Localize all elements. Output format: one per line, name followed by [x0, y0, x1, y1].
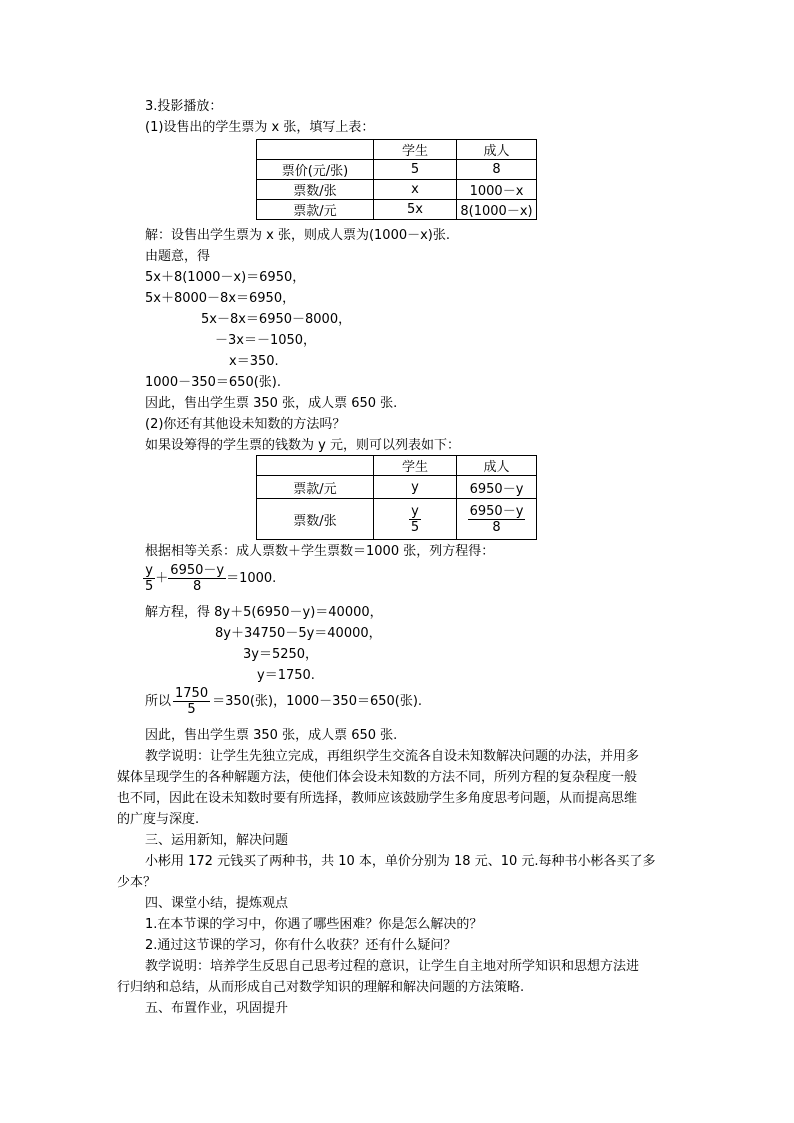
- solution-line: 解：设售出学生票为 x 张，则成人票为(1000－x)张.: [145, 228, 451, 243]
- so-rest: ＝350(张)，1000－350＝650(张).: [212, 694, 423, 709]
- fraction-numerator: y: [143, 563, 155, 579]
- table-header-row: [257, 456, 537, 476]
- fraction-denominator: 5: [410, 519, 420, 535]
- table-row: [257, 476, 537, 499]
- table-header-row: [257, 140, 537, 160]
- fraction: [468, 504, 526, 535]
- summary-question: 2.通过这节课的学习，你有什么收获？还有什么疑问？: [145, 938, 457, 953]
- equation-line: 8y＋34750－5y＝40000，: [215, 626, 382, 641]
- teaching-note-line: 也不同，因此在设未知数时要有所选择，教师应该鼓励学生多角度思考问题，从而提高思维: [117, 791, 638, 806]
- teaching-note-line: 行归纳和总结，从而形成自己对数学知识的理解和解决问题的方法策略.: [117, 980, 525, 995]
- equation-line: 5x－8x＝6950－8000，: [201, 312, 352, 327]
- table-cell: 5: [374, 160, 457, 180]
- teaching-note-line: 的广度与深度.: [117, 812, 200, 827]
- table-cell: 票数/张: [257, 180, 374, 200]
- fraction: [143, 563, 155, 594]
- problem-line: 少本？: [117, 875, 157, 890]
- table-cell: 8: [457, 160, 537, 180]
- teaching-note-line: 媒体呈现学生的各种解题方法，使他们体会设未知数的方法不同，所列方程的复杂程度一般: [117, 770, 638, 785]
- table-cell: 票款/元: [257, 476, 374, 499]
- section-title: 3.投影播放：: [145, 99, 223, 114]
- question-1: (1)设售出的学生票为 x 张，填写上表：: [145, 120, 375, 135]
- table-cell: [374, 499, 457, 540]
- summary-question: 1.在本节课的学习中，你遇了哪些困难？你是怎么解决的？: [145, 917, 483, 932]
- so-prefix: 所以: [145, 694, 172, 709]
- table-cell: 票价(元/张): [257, 160, 374, 180]
- question-2-intro: 如果设筹得的学生票的钱数为 y 元，则可以列表如下：: [145, 438, 460, 453]
- conclusion-line: 因此，售出学生票 350 张，成人票 650 张.: [145, 396, 398, 411]
- table-cell: 8(1000－x): [457, 200, 537, 220]
- equation-line: x＝350.: [229, 354, 279, 369]
- equation-line: 3y＝5250，: [243, 647, 319, 662]
- ticket-table-2: [256, 455, 537, 540]
- equation-line: 1000－350＝650(张).: [145, 375, 281, 390]
- equation-line: 5x＋8(1000－x)＝6950，: [145, 270, 306, 285]
- table-cell: x: [374, 180, 457, 200]
- fraction-denominator: 8: [492, 519, 501, 535]
- teaching-note-line: 教学说明：培养学生反思自己思考过程的意识，让学生自主地对所学知识和思想方法进: [145, 959, 640, 974]
- table-cell: y: [374, 476, 457, 499]
- table-cell: 6950－y: [457, 476, 537, 499]
- table-cell: [257, 140, 374, 160]
- equation-line: －3x＝－1050，: [215, 333, 317, 348]
- fraction-numerator: 1750: [175, 686, 209, 701]
- table-cell: [257, 456, 374, 476]
- equation-rhs: ＝1000.: [226, 571, 277, 586]
- section-heading: 四、课堂小结，提炼观点: [145, 896, 289, 911]
- section-heading: 三、运用新知，解决问题: [145, 833, 289, 848]
- fraction-numerator: y: [409, 504, 421, 520]
- fraction-denominator: 5: [145, 579, 154, 594]
- table-row: [257, 160, 537, 180]
- conclusion-line: 因此，售出学生票 350 张，成人票 650 张.: [145, 728, 398, 743]
- ticket-table-1: [256, 139, 537, 220]
- table-row: [257, 499, 537, 540]
- fraction-numerator: 6950－y: [170, 563, 225, 578]
- problem-line: 小彬用 172 元钱买了两种书，共 10 本，单价分别为 18 元、10 元.每种书小彬各买了多: [145, 854, 656, 869]
- table-cell: 成人: [457, 140, 537, 160]
- plus-sign: ＋: [155, 571, 169, 586]
- equation-line: 5x＋8000－8x＝6950，: [145, 291, 296, 306]
- question-2: (2)你还有其他设未知数的方法吗？: [145, 417, 346, 432]
- fraction-equation: [143, 563, 276, 594]
- equation-line: y＝1750.: [257, 668, 315, 683]
- table-cell: 1000－x: [457, 180, 537, 200]
- table-cell: 票款/元: [257, 200, 374, 220]
- solution-line: 由题意，得: [145, 249, 211, 264]
- table-cell: 学生: [374, 140, 457, 160]
- fraction-denominator: 5: [187, 702, 196, 717]
- solution-line: 解方程，得 8y＋5(6950－y)＝40000，: [145, 605, 383, 620]
- table-row: [257, 200, 537, 220]
- fraction: [168, 563, 226, 594]
- fraction-denominator: 8: [193, 579, 202, 594]
- table-cell: 学生: [374, 456, 457, 476]
- fraction: [409, 504, 421, 535]
- table-cell: 成人: [457, 456, 537, 476]
- fraction-numerator: 6950－y: [469, 503, 524, 519]
- relation-line: 根据相等关系：成人票数＋学生票数＝1000 张，列方程得：: [145, 544, 495, 559]
- table-row: [257, 180, 537, 200]
- fraction: [173, 686, 210, 717]
- so-line: [145, 686, 422, 717]
- table-cell: 票数/张: [257, 499, 374, 540]
- table-cell: [457, 499, 537, 540]
- teaching-note-line: 教学说明：让学生先独立完成，再组织学生交流各自设未知数解决问题的办法，并用多: [145, 749, 640, 764]
- table-cell: 5x: [374, 200, 457, 220]
- section-heading: 五、布置作业，巩固提升: [145, 1001, 289, 1016]
